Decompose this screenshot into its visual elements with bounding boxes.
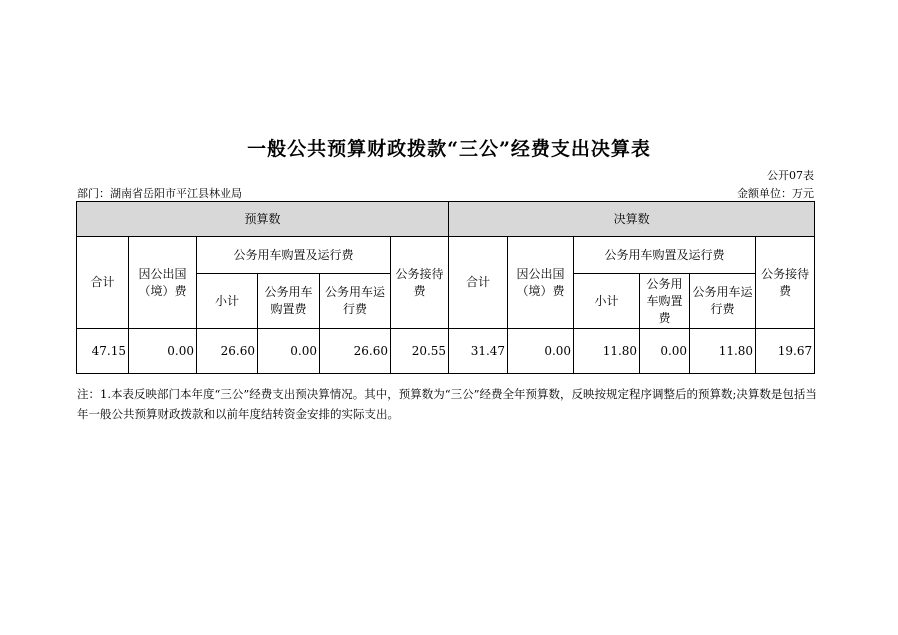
page-title: 一般公共预算财政拨款“三公”经费支出决算表 [247, 138, 651, 160]
table-footnote: 注：1.本表反映部门本年度“三公”经费支出预决算情况。其中，预算数为“三公”经费全年预算数，反映按规定程序调整后的预算数;决算数是包括当年一般公共预算财政拨款和以前年度结转资金安排的实际支出。 [77, 387, 817, 421]
final-subtotal-cell: 11.80 [574, 329, 640, 374]
table-row [77, 329, 815, 374]
budget-subtotal-header: 小计 [197, 274, 258, 329]
budget-abroad-header: 因公出国（境）费 [129, 237, 197, 329]
budget-vehicle-running-header: 公务用车运行费 [320, 274, 391, 329]
budget-vehicle-purchase-header: 公务用车购置费 [258, 274, 320, 329]
budget-reception-cell: 20.55 [391, 329, 449, 374]
final-total-cell: 31.47 [449, 329, 508, 374]
amount-unit-label: 金额单位：万元 [737, 187, 814, 200]
final-vehicle-group-header: 公务用车购置及运行费 [574, 237, 756, 274]
final-reception-cell: 19.67 [756, 329, 815, 374]
final-vehicle-running-cell: 11.80 [690, 329, 756, 374]
budget-subtotal-cell: 26.60 [197, 329, 258, 374]
final-vehicle-purchase-cell: 0.00 [640, 329, 690, 374]
final-total-header: 合计 [449, 237, 508, 329]
final-vehicle-running-header: 公务用车运行费 [690, 274, 756, 329]
final-abroad-cell: 0.00 [508, 329, 574, 374]
three-public-expense-table [76, 201, 815, 374]
department-label: 部门：湖南省岳阳市平江县林业局 [77, 187, 242, 200]
final-vehicle-purchase-header: 公务用车购置费 [640, 274, 690, 329]
budget-vehicle-purchase-cell: 0.00 [258, 329, 320, 374]
budget-vehicle-running-cell: 26.60 [320, 329, 391, 374]
final-header: 决算数 [449, 202, 815, 237]
budget-header: 预算数 [77, 202, 449, 237]
final-abroad-header: 因公出国（境）费 [508, 237, 574, 329]
budget-reception-header: 公务接待费 [391, 237, 449, 329]
final-subtotal-header: 小计 [574, 274, 640, 329]
budget-abroad-cell: 0.00 [129, 329, 197, 374]
budget-total-header: 合计 [77, 237, 129, 329]
budget-total-cell: 47.15 [77, 329, 129, 374]
final-reception-header: 公务接待费 [756, 237, 815, 329]
form-code: 公开07表 [767, 169, 814, 182]
budget-vehicle-group-header: 公务用车购置及运行费 [197, 237, 391, 274]
